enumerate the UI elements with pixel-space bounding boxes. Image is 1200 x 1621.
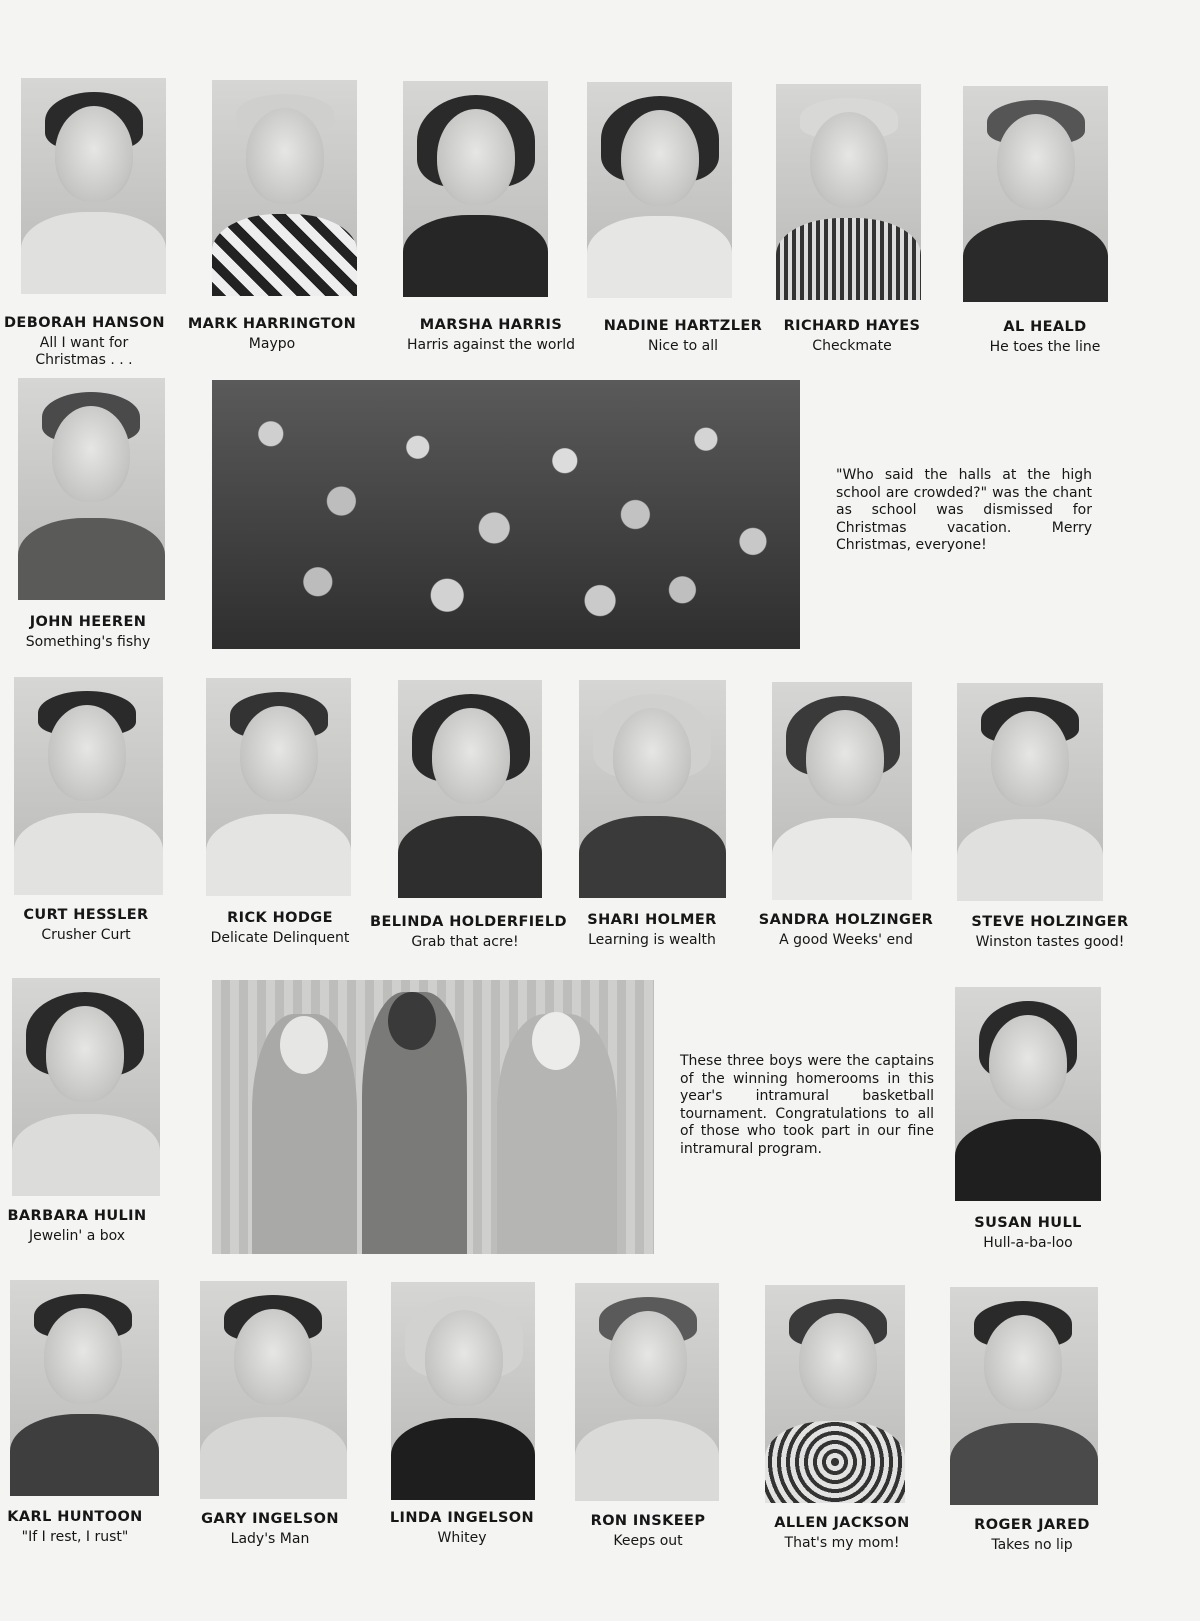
student-name: RON INSKEEP	[590, 1513, 706, 1529]
student-label	[948, 1214, 1108, 1252]
student-caption: Nice to all	[648, 338, 718, 354]
student-name: RICK HODGE	[227, 910, 333, 926]
student-caption: Harris against the world	[406, 337, 576, 353]
student-label	[965, 318, 1125, 356]
student-caption: He toes the line	[989, 339, 1101, 355]
portrait-photo	[14, 677, 163, 895]
portrait-photo	[212, 80, 357, 296]
student-label	[4, 314, 164, 369]
student-name: MARSHA HARRIS	[419, 317, 563, 333]
hallway-photo-caption: "Who said the halls at the high school are crowded?" was the chant as school was dismissed for Christmas vacation. Merry Christmas, everyone!	[836, 467, 1092, 553]
student-caption: Hull-a-ba-loo	[983, 1235, 1073, 1251]
portrait-photo	[206, 678, 351, 896]
student-name: KARL HUNTOON	[7, 1509, 143, 1525]
student-caption: Grab that acre!	[411, 934, 519, 950]
student-caption: Crusher Curt	[41, 927, 131, 943]
student-name: LINDA INGELSON	[389, 1510, 535, 1526]
student-label	[370, 913, 567, 951]
portrait-photo	[391, 1282, 535, 1500]
student-label	[963, 913, 1137, 951]
student-caption: Lady's Man	[230, 1531, 310, 1547]
student-name: BARBARA HULIN	[7, 1208, 147, 1224]
student-caption: "If I rest, I rust"	[21, 1529, 129, 1545]
student-caption: All I want for Christmas . . .	[35, 335, 133, 368]
student-label	[8, 613, 168, 651]
student-label	[772, 317, 932, 355]
student-caption: Maypo	[248, 336, 296, 352]
student-label	[593, 317, 773, 355]
student-caption: Delicate Delinquent	[210, 930, 350, 946]
portrait-photo	[579, 680, 726, 898]
portrait-photo	[403, 81, 548, 297]
student-name: ALLEN JACKSON	[774, 1515, 910, 1531]
portrait-photo	[21, 78, 166, 294]
student-label	[190, 1510, 350, 1548]
student-label	[396, 316, 586, 354]
student-caption: A good Weeks' end	[779, 932, 913, 948]
student-caption: Learning is wealth	[588, 932, 716, 948]
portrait-photo	[575, 1283, 719, 1501]
portrait-photo	[776, 84, 921, 300]
student-name: BELINDA HOLDERFIELD	[370, 914, 567, 930]
portrait-photo	[955, 987, 1101, 1201]
student-name: SUSAN HULL	[974, 1215, 1082, 1231]
basketball-captains-photo	[212, 980, 654, 1254]
student-caption: Checkmate	[812, 338, 892, 354]
portrait-photo	[12, 978, 160, 1196]
student-name: CURT HESSLER	[23, 907, 149, 923]
portrait-photo	[765, 1285, 905, 1503]
student-name: SANDRA HOLZINGER	[758, 912, 934, 928]
student-caption: Takes no lip	[991, 1537, 1073, 1553]
student-label	[572, 911, 732, 949]
student-caption: That's my mom!	[784, 1535, 900, 1551]
student-label	[382, 1509, 542, 1547]
student-name: DEBORAH HANSON	[4, 315, 165, 331]
student-name: STEVE HOLZINGER	[971, 914, 1129, 930]
student-name: RICHARD HAYES	[783, 318, 921, 334]
student-caption: Winston tastes good!	[975, 934, 1125, 950]
portrait-photo	[950, 1287, 1098, 1505]
student-label	[182, 315, 362, 353]
student-label	[6, 906, 166, 944]
portrait-photo	[963, 86, 1108, 302]
captains-photo-caption: These three boys were the captains of the winning homerooms in this year's intramural basketball tournament. Congratulations to all of those who took part in our fine intramural program.	[680, 1053, 934, 1157]
portrait-photo	[200, 1281, 347, 1499]
student-label	[756, 911, 936, 949]
portrait-photo	[587, 82, 732, 298]
student-name: SHARI HOLMER	[587, 912, 717, 928]
portrait-photo	[10, 1280, 159, 1496]
portrait-photo	[957, 683, 1103, 901]
student-name: JOHN HEEREN	[29, 614, 147, 630]
student-label	[762, 1514, 922, 1552]
student-caption: Jewelin' a box	[28, 1228, 126, 1244]
hallway-crowd-photo	[212, 380, 800, 649]
student-label	[568, 1512, 728, 1550]
student-name: GARY INGELSON	[201, 1511, 339, 1527]
portrait-photo	[18, 378, 165, 600]
student-label	[0, 1508, 150, 1546]
student-name: NADINE HARTZLER	[603, 318, 763, 334]
portrait-photo	[398, 680, 542, 898]
student-caption: Something's fishy	[25, 634, 151, 650]
student-label	[2, 1207, 152, 1245]
student-label	[952, 1516, 1112, 1554]
student-caption: Keeps out	[613, 1533, 683, 1549]
student-label	[190, 909, 370, 947]
student-caption: Whitey	[437, 1530, 487, 1546]
portrait-photo	[772, 682, 912, 900]
student-name: AL HEALD	[1003, 319, 1087, 335]
student-name: ROGER JARED	[974, 1517, 1090, 1533]
student-name: MARK HARRINGTON	[187, 316, 357, 332]
